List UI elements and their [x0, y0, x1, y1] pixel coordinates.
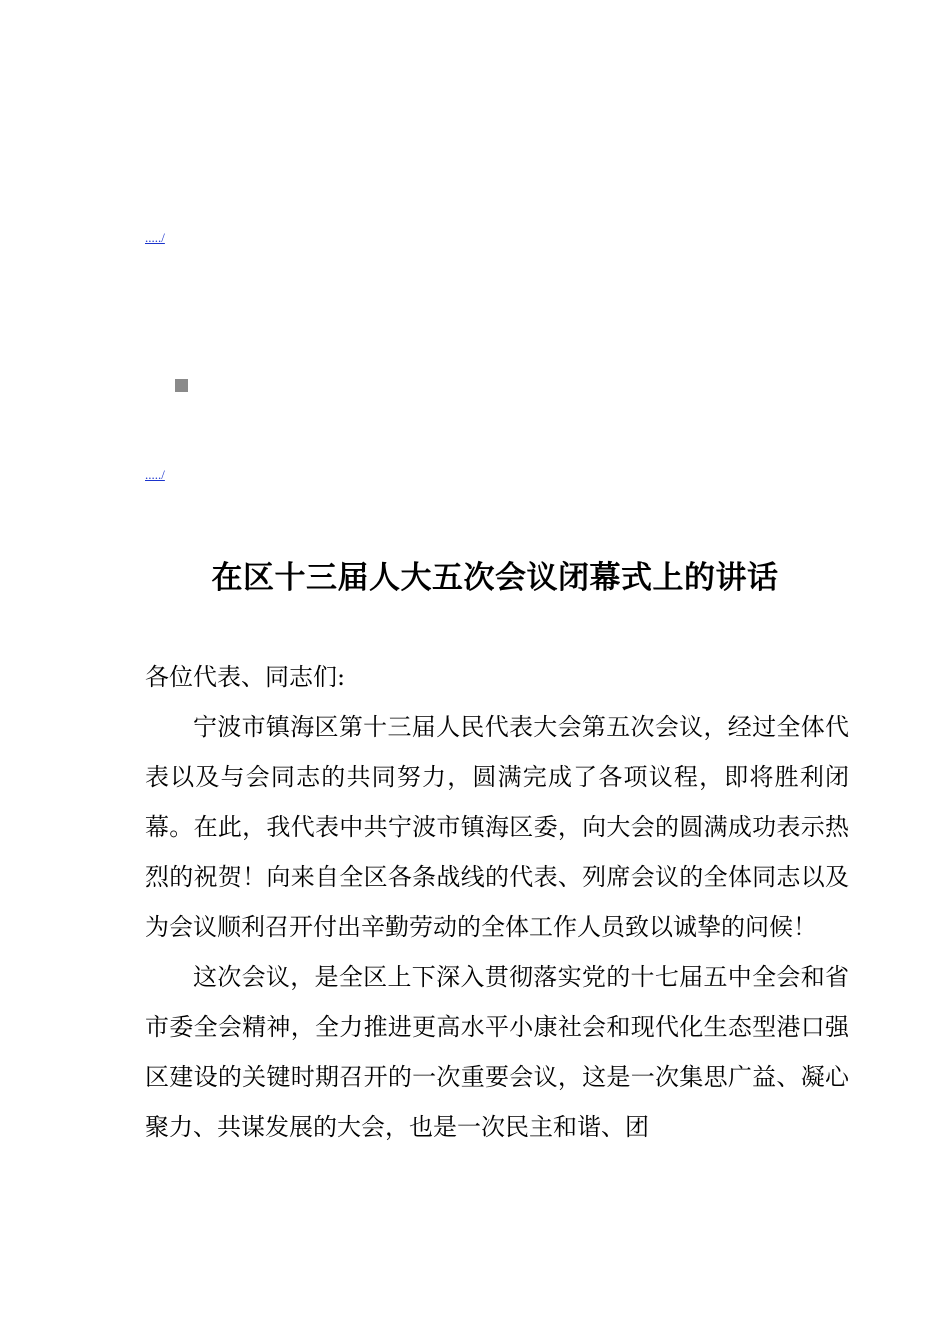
top-link[interactable]: ...../	[145, 230, 165, 245]
paragraph: 宁波市镇海区第十三届人民代表大会第五次会议，经过全体代表以及与会同志的共同努力，圆满完成了各项议程，即将胜利闭幕。在此，我代表中共宁波市镇海区委，向大会的圆满成功表示热烈的祝贺！向来自全区各条战线的代表、列席会议的全体同志以及为会议顺利召开付出辛勤劳动的全体工作人员致以诚挚的问候！	[145, 713, 849, 941]
bottom-link[interactable]: ...../	[145, 467, 165, 482]
salutation: 各位代表、同志们:	[145, 663, 346, 691]
square-bullet-icon	[175, 379, 188, 392]
paragraph: 这次会议，是全区上下深入贯彻落实党的十七届五中全会和省市委全会精神，全力推进更高水平小康社会和现代化生态型港口强区建设的关键时期召开的一次重要会议，这是一次集思广益、凝心聚力、共谋发展的大会，也是一次民主和谐、团	[145, 963, 849, 1141]
body-paragraphs	[145, 702, 849, 1152]
document-title: 在区十三届人大五次会议闭幕式上的讲话	[211, 560, 779, 596]
